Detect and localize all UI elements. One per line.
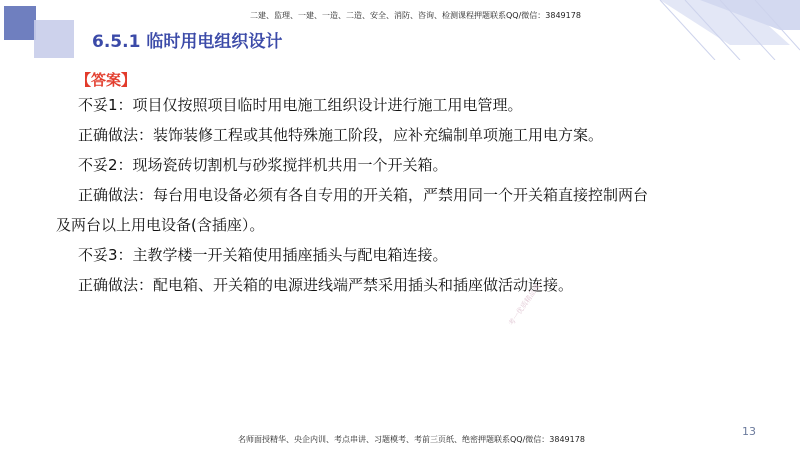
watermark: 考一优质精品课 — [507, 282, 542, 328]
correction-2-continued: 及两台以上用电设备(含插座）。 — [56, 216, 265, 234]
correction-3: 正确做法：配电箱、开关箱的电源进线端严禁采用插头和插座做活动连接。 — [78, 276, 574, 294]
correction-2: 正确做法：每台用电设备必须有各自专用的开关箱，严禁用同一个开关箱直接控制两台 — [78, 186, 649, 204]
slide-title: 6.5.1 临时用电组织设计 — [92, 32, 283, 52]
answer-label: 【答案】 — [76, 71, 137, 89]
header-note: 二建、监理、一建、一造、二造、安全、消防、咨询、检测课程押题联系QQ/微信：3849178 — [250, 11, 581, 20]
answer-content — [56, 70, 758, 300]
decor-square-light — [34, 20, 74, 58]
page-number: 13 — [742, 425, 756, 438]
decor-square-dark — [4, 6, 36, 40]
footer-note: 名师面授精华、央企内训、考点串讲、习题模考、考前三页纸、绝密押题联系QQ/微信：3849178 — [238, 435, 585, 444]
issue-3: 不妥3：主教学楼一开关箱使用插座插头与配电箱连接。 — [78, 246, 448, 264]
correction-1: 正确做法：装饰装修工程或其他特殊施工阶段，应补充编制单项施工用电方案。 — [78, 126, 604, 144]
issue-1: 不妥1：项目仅按照项目临时用电施工组织设计进行施工用电管理。 — [78, 96, 523, 114]
corner-decoration — [540, 0, 800, 60]
issue-2: 不妥2：现场瓷砖切割机与砂浆搅拌机共用一个开关箱。 — [78, 156, 448, 174]
